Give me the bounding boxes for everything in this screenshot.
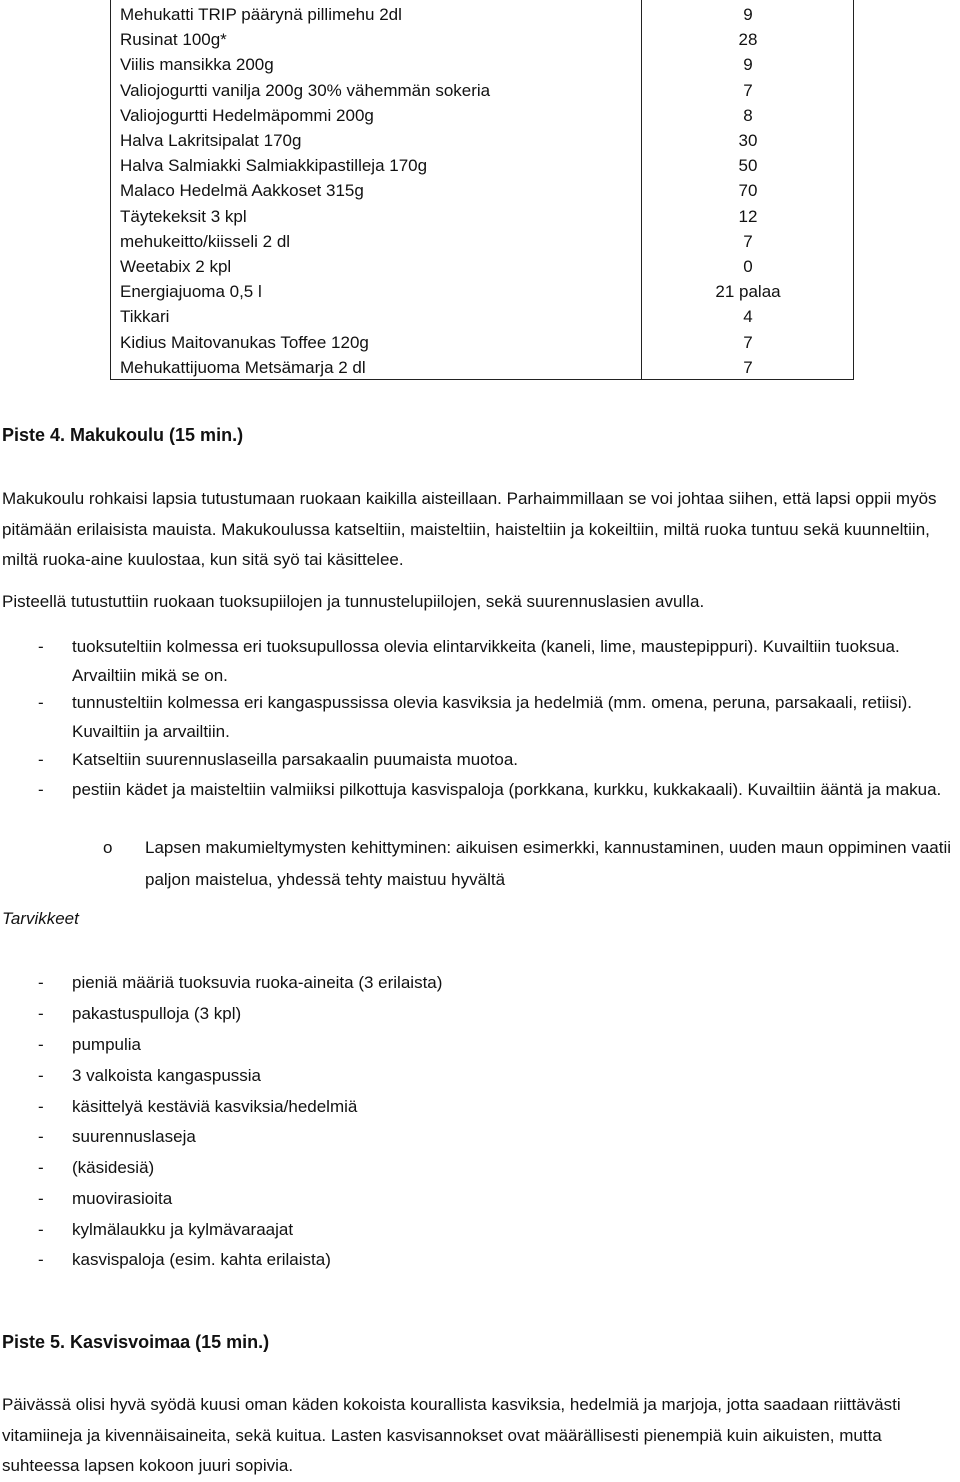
table-cell-food: Rusinat 100g* bbox=[120, 30, 227, 50]
table-row bbox=[111, 27, 855, 52]
table-cell-value: 4 bbox=[743, 307, 753, 327]
table-cell-food: Weetabix 2 kpl bbox=[120, 257, 232, 276]
bullet-dash: - bbox=[38, 637, 44, 656]
bullet-dash: - bbox=[38, 1250, 44, 1269]
table-row bbox=[111, 178, 855, 203]
table-cell-food: mehukeitto/kiisseli 2 dl bbox=[120, 231, 291, 251]
table-cell-food: Halva Salmiakki Salmiakkipastilleja 170g bbox=[120, 156, 428, 176]
table-cell-food: Täytekeksit 3 kpl bbox=[120, 206, 247, 226]
table-cell-food: Mehukatti TRIP päärynä pillimehu 2dl bbox=[120, 5, 402, 24]
supply-text: pieniä määriä tuoksuvia ruoka-aineita (3 erilaista) bbox=[72, 973, 443, 992]
table-cell-value: 9 bbox=[743, 55, 753, 75]
table-cell-food: Halva Lakritsipalat 170g bbox=[120, 131, 302, 150]
bullet-dash: - bbox=[38, 693, 44, 712]
supply-text: käsittelyä kestäviä kasviksia/hedelmiä bbox=[72, 1097, 358, 1116]
section-5-heading: Piste 5. Kasvisvoimaa (15 min.) bbox=[2, 1332, 270, 1352]
food-sugar-table bbox=[110, 0, 854, 380]
table-cell-value: 21 palaa bbox=[715, 282, 781, 302]
table-cell-food: Energiajuoma 0,5 l bbox=[120, 282, 262, 302]
bullet-dash: - bbox=[38, 1127, 44, 1146]
supply-text: kylmälaukku ja kylmävaraajat bbox=[72, 1220, 294, 1239]
table-row bbox=[111, 304, 855, 329]
table-cell-food: Viilis mansikka 200g bbox=[120, 55, 274, 75]
table-cell-value: 9 bbox=[743, 5, 753, 24]
section-4-intro bbox=[2, 484, 960, 576]
table-row bbox=[111, 279, 855, 304]
bullet-text: tuoksuteltiin kolmessa eri tuoksupullossa olevia elintarvikkeita (kaneli, lime, maustepippuri). Kuvailtiin tuoksua. Arvailtiin mikä se on. bbox=[72, 637, 900, 685]
bullet-dash: - bbox=[38, 750, 44, 769]
table-row bbox=[111, 254, 855, 279]
bullet-dash: - bbox=[38, 780, 44, 799]
bullet-dash: - bbox=[38, 1158, 44, 1177]
table-row bbox=[111, 52, 855, 77]
bullet-dash: - bbox=[38, 1189, 44, 1208]
supply-text: 3 valkoista kangaspussia bbox=[72, 1066, 262, 1085]
supply-text: (käsidesiä) bbox=[72, 1158, 155, 1177]
section-5-intro bbox=[2, 1390, 960, 1482]
supply-text: muovirasioita bbox=[72, 1189, 173, 1208]
bullet-text: pestiin kädet ja maisteltiin valmiiksi pilkottuja kasvispaloja (porkkana, kurkku, kukkakaali). Kuvailtiin ääntä ja makua. bbox=[72, 780, 942, 799]
bullet-dash: - bbox=[38, 1035, 44, 1054]
table-cell-food: Valiojogurtti Hedelmäpommi 200g bbox=[120, 105, 374, 125]
table-cell-food: Kidius Maitovanukas Toffee 120g bbox=[120, 332, 369, 352]
section-5-intro-text: Päivässä olisi hyvä syödä kuusi oman käden kokoista kourallista kasviksia, hedelmiä ja marjoja, jotta saadaan riittävästi vitamiineja ja kivennäisaineita, sekä kuitua. Lasten kasvisannokset ovat määrällisesti pienempiä kuin aikuisten, mutta suhteessa lapsen kokoon juuri sopivia. bbox=[2, 1395, 901, 1475]
table-row bbox=[111, 78, 855, 103]
table-cell-value: 30 bbox=[738, 131, 758, 150]
table-cell-food: Mehukattijuoma Metsämarja 2 dl bbox=[120, 357, 366, 377]
table-cell-value: 7 bbox=[743, 231, 753, 251]
table-row bbox=[111, 229, 855, 254]
section-4-intro2 bbox=[2, 587, 960, 618]
table-cell-value: 50 bbox=[738, 156, 758, 176]
table-row bbox=[111, 103, 855, 128]
bullet-dash: - bbox=[38, 973, 44, 992]
supply-text: kasvispaloja (esim. kahta erilaista) bbox=[72, 1250, 331, 1269]
section-4-heading: Piste 4. Makukoulu (15 min.) bbox=[2, 425, 244, 445]
table-row bbox=[111, 153, 855, 178]
supply-text: pumpulia bbox=[72, 1035, 141, 1054]
table-row bbox=[111, 330, 855, 355]
table-cell-value: 0 bbox=[743, 257, 753, 276]
bullet-text: Katseltiin suurennuslaseilla parsakaalin puumaista muotoa. bbox=[72, 750, 519, 769]
table-cell-value: 28 bbox=[738, 30, 758, 50]
bullet-dash: - bbox=[38, 1220, 44, 1239]
table-cell-value: 7 bbox=[743, 332, 753, 352]
table-cell-value: 8 bbox=[743, 105, 753, 125]
sub-bullet-marker: o bbox=[103, 838, 113, 857]
table-row bbox=[111, 128, 855, 153]
table-cell-food: Malaco Hedelmä Aakkoset 315g bbox=[120, 181, 364, 201]
table-cell-food: Tikkari bbox=[120, 307, 170, 327]
bullet-text: tunnusteltiin kolmessa eri kangaspussissa olevia kasviksia ja hedelmiä (mm. omena, peruna, parsakaali, retiisi). Kuvailtiin ja arvailtiin. bbox=[72, 693, 912, 741]
sub-bullet-text: Lapsen makumieltymysten kehittyminen: aikuisen esimerkki, kannustaminen, uuden maun oppiminen vaatii paljon maistelua, yhdessä tehty maistuu hyvältä bbox=[145, 838, 952, 889]
table-cell-value: 12 bbox=[738, 206, 758, 226]
table-cell-value: 7 bbox=[743, 357, 753, 377]
bullet-dash: - bbox=[38, 1066, 44, 1085]
supply-text: pakastuspulloja (3 kpl) bbox=[72, 1004, 242, 1023]
table-cell-value: 7 bbox=[743, 80, 753, 100]
table-cell-food: Valiojogurtti vanilja 200g 30% vähemmän sokeria bbox=[120, 80, 491, 100]
section-4-intro-text: Makukoulu rohkaisi lapsia tutustumaan ruokaan kaikilla aisteillaan. Parhaimmillaan se voi johtaa siihen, että lapsi oppii myös pitämään erilaisista mauista. Makukoulussa katseltiin, maisteltiin, haisteltiin ja kokeiltiin, miltä ruoka tuntuu sekä kuunneltiin, miltä ruoka-aine kuulostaa, kun sitä syö tai käsittelee. bbox=[2, 489, 937, 569]
bullet-dash: - bbox=[38, 1004, 44, 1023]
table-cell-value: 70 bbox=[738, 181, 758, 201]
supplies-label: Tarvikkeet bbox=[2, 909, 79, 928]
table-row bbox=[111, 355, 855, 380]
supply-text: suurennuslaseja bbox=[72, 1127, 196, 1146]
table-row bbox=[111, 204, 855, 229]
section-4-intro2-text: Pisteellä tutustuttiin ruokaan tuoksupiilojen ja tunnustelupiilojen, sekä suurennuslasien avulla. bbox=[2, 592, 705, 611]
bullet-dash: - bbox=[38, 1097, 44, 1116]
table-row bbox=[111, 2, 855, 27]
